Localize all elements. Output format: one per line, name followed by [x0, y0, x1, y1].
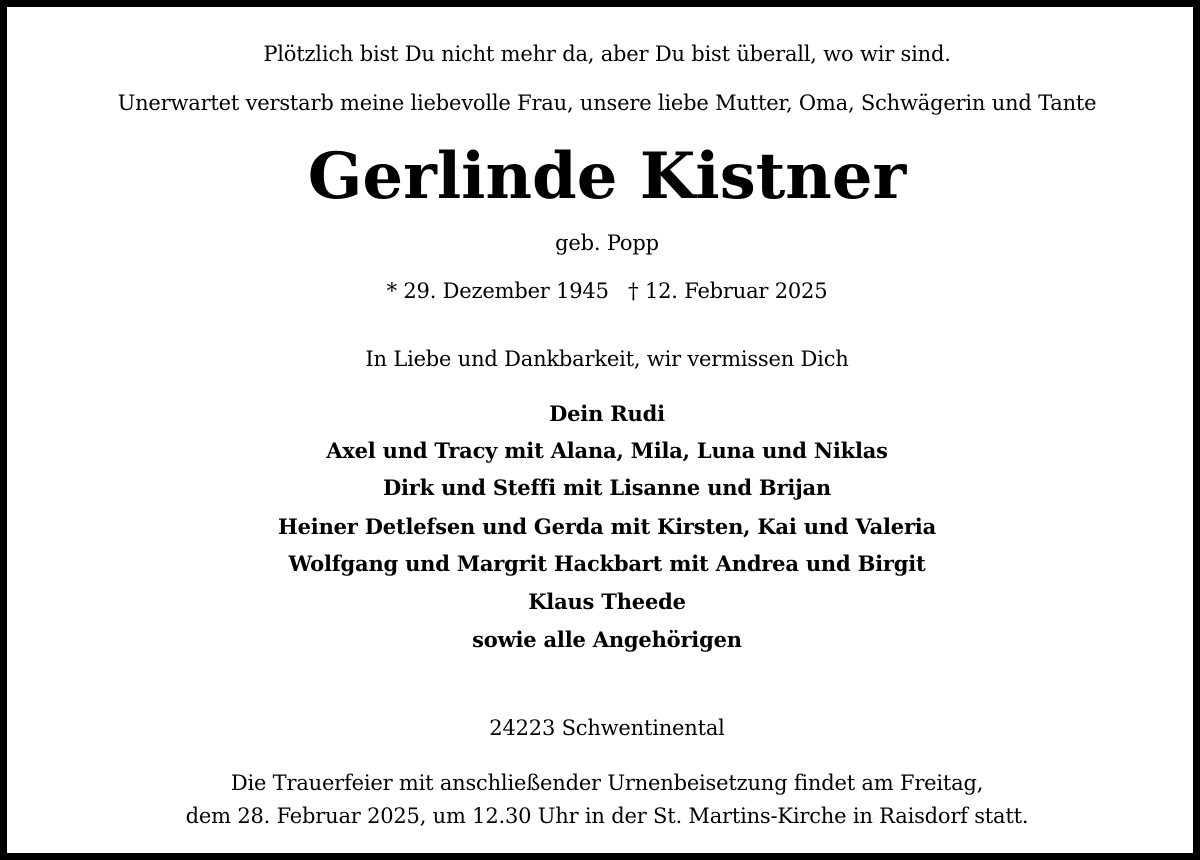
mourner-line: Dirk und Steffi mit Lisanne und Brijan	[382, 475, 831, 500]
mourner-line: sowie alle Angehörigen	[472, 627, 742, 652]
mourner-line: Axel und Tracy mit Alana, Mila, Luna und Niklas	[326, 438, 888, 463]
service-line: dem 28. Februar 2025, um 12.30 Uhr in der St. Martins-Kirche in Raisdorf statt.	[185, 804, 1029, 828]
mourner-line: Dein Rudi	[549, 401, 665, 426]
intro-text: Unerwartet verstarb meine liebevolle Frau, unsere liebe Mutter, Oma, Schwägerin und Tante	[117, 91, 1097, 115]
maiden-name: geb. Popp	[555, 231, 659, 255]
service-line: Die Trauerfeier mit anschließender Urnenbeisetzung findet am Freitag,	[230, 771, 984, 795]
life-dates: * 29. Dezember 1945 † 12. Februar 2025	[386, 279, 828, 303]
mourner-line: Heiner Detlefsen und Gerda mit Kirsten, Kai und Valeria	[278, 514, 936, 539]
opening-quote: Plötzlich bist Du nicht mehr da, aber Du bist überall, wo wir sind.	[263, 42, 951, 66]
mourner-line: Klaus Theede	[528, 589, 686, 614]
farewell-text: In Liebe und Dankbarkeit, wir vermissen Dich	[365, 347, 849, 371]
location-text: 24223 Schwentinental	[489, 716, 725, 740]
mourner-line: Wolfgang und Margrit Hackbart mit Andrea und Birgit	[288, 551, 926, 576]
deceased-name: Gerlinde Kistner	[307, 139, 907, 214]
